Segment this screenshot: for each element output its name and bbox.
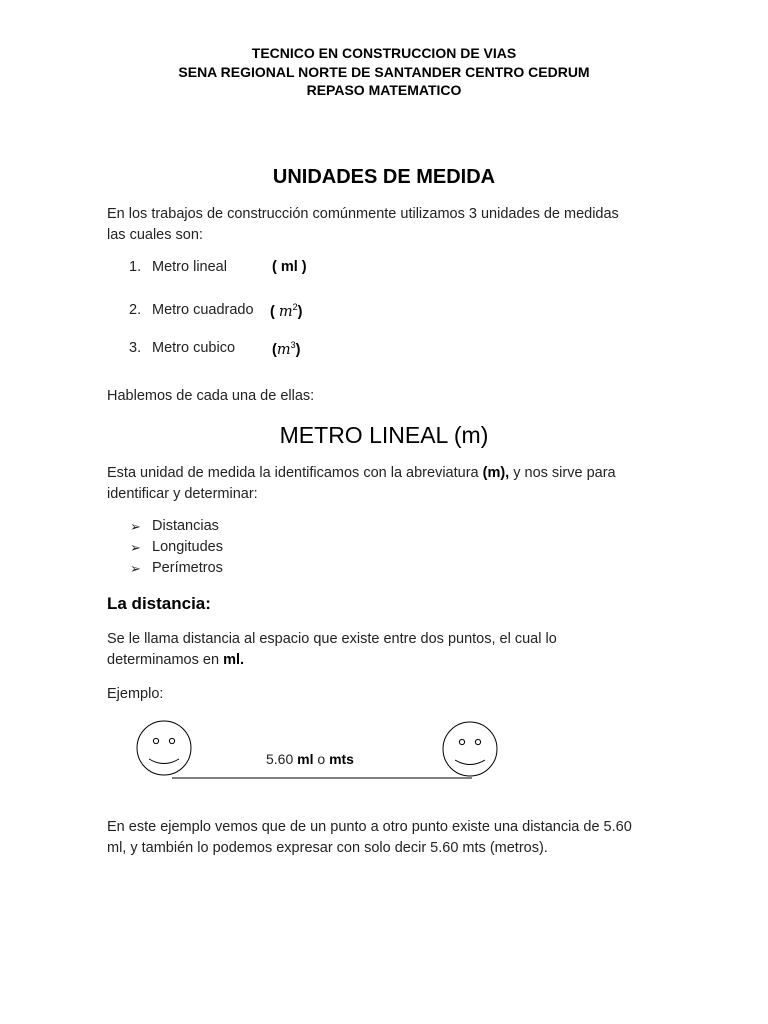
arrow-bullet-icon: ➢ — [130, 519, 141, 534]
list-item: Perímetros — [152, 560, 223, 576]
distance-definition-line-1: Se le llama distancia al espacio que existe entre dos puntos, el cual lo — [107, 631, 557, 647]
distance-measurement-label: 5.60 ml o mts — [266, 751, 354, 767]
list-item: Longitudes — [152, 539, 223, 555]
section-title-unidades: UNIDADES DE MEDIDA — [272, 166, 496, 188]
section-title-metro-lineal: METRO LINEAL (m) — [279, 422, 489, 448]
list-item-label: Metro cubico — [152, 340, 236, 356]
example-label: Ejemplo: — [107, 686, 164, 702]
smiley-face-icon — [137, 721, 191, 775]
header-line-2: SENA REGIONAL NORTE DE SANTANDER CENTRO CEDRUM — [178, 64, 590, 80]
arrow-bullet-icon: ➢ — [130, 561, 141, 576]
list-item-number: 1. — [129, 259, 142, 275]
paragraph-abbreviation: Esta unidad de medida la identificamos con la abreviatura (m), y nos sirve para — [107, 465, 616, 481]
list-item-number: 2. — [129, 302, 142, 318]
smiley-face-icon — [443, 722, 497, 776]
unit-abbreviation-m3: $(m^3)$ — [272, 340, 301, 358]
subtitle-distancia: La distancia: — [107, 594, 211, 613]
header-line-3: REPASO MATEMATICO — [306, 82, 462, 98]
header-line-1: TECNICO EN CONSTRUCCION DE VIAS — [251, 45, 517, 61]
list-item: Distancias — [152, 518, 219, 534]
arrow-bullet-icon: ➢ — [130, 540, 141, 555]
example-explanation-line-2: ml, y también lo podemos expresar con solo decir 5.60 mts (metros). — [107, 840, 548, 856]
intro-line-1: En los trabajos de construcción comúnmente utilizamos 3 unidades de medidas — [107, 206, 619, 222]
list-item-number: 3. — [129, 340, 142, 356]
unit-abbreviation-m2: ( $m^2$) — [270, 302, 303, 320]
intro-line-2: las cuales son: — [107, 227, 203, 243]
outro-text: Hablemos de cada una de ellas: — [107, 388, 315, 404]
unit-abbreviation-ml: ( ml ) — [272, 259, 307, 275]
list-item-label: Metro lineal — [152, 259, 227, 275]
paragraph-abbreviation-line-2: identificar y determinar: — [107, 486, 258, 502]
distance-definition-line-2: determinamos en ml. — [107, 652, 245, 668]
example-explanation-line-1: En este ejemplo vemos que de un punto a otro punto existe una distancia de 5.60 — [107, 819, 632, 835]
list-item-label: Metro cuadrado — [152, 302, 254, 318]
